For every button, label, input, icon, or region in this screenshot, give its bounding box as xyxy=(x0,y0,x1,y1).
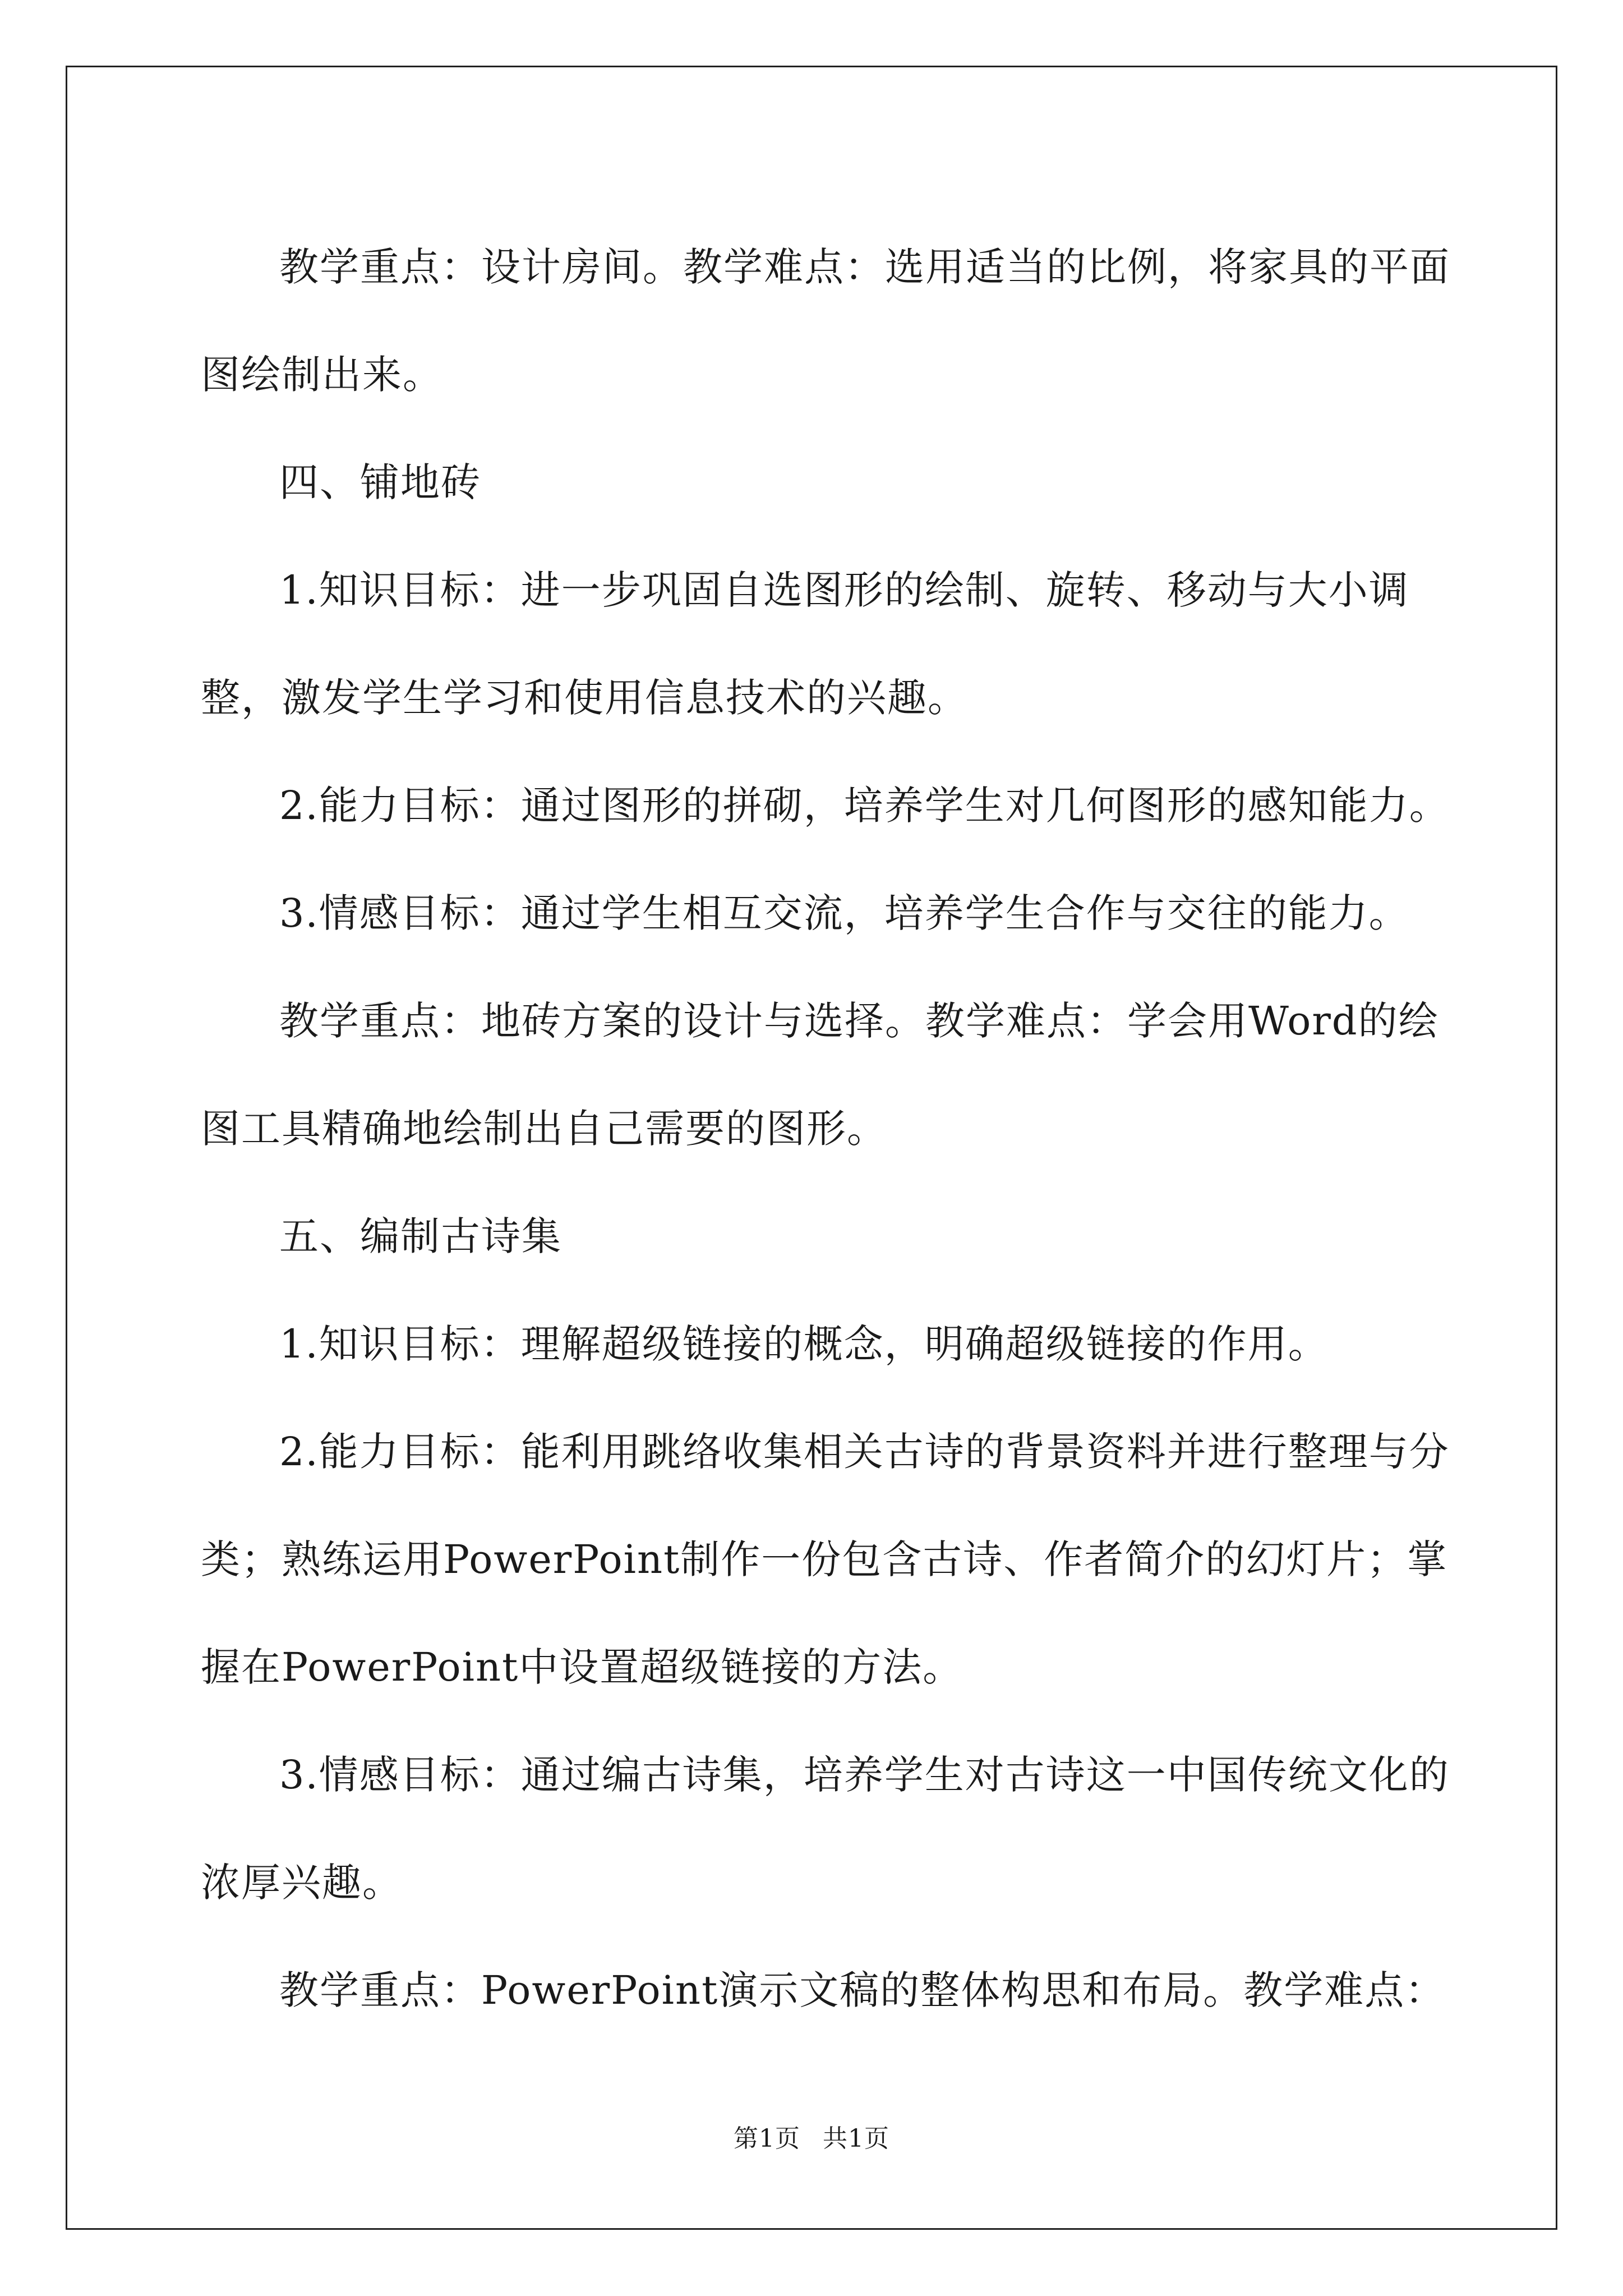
document-body xyxy=(201,213,1457,2044)
paragraph-knowledge-goal-1: 1.知识目标：进一步巩固自选图形的绘制、旋转、移动与大小调整，激发学生学习和使用信息技术的兴趣。 xyxy=(201,567,1409,721)
paragraph-ability-goal-1: 2.能力目标：通过图形的拼砌，培养学生对几何图形的感知能力。 xyxy=(279,783,1450,829)
paragraph-teaching-focus-tiles: 教学重点：地砖方案的设计与选择。教学难点：学会用Word的绘图工具精确地绘制出自己需要的图形。 xyxy=(201,998,1439,1152)
paragraph-ability-goal-2: 2.能力目标：能利用跳络收集相关古诗的背景资料并进行整理与分类；熟练运用PowerPoint制作一份包含古诗、作者简介的幻灯片；掌握在PowerPoint中设置超级链接的方法。 xyxy=(201,1429,1450,1690)
section-heading-floor-tiles: 四、铺地砖 xyxy=(279,459,481,505)
section-heading-poetry-collection: 五、编制古诗集 xyxy=(279,1213,562,1259)
page-footer xyxy=(0,2118,1623,2154)
paragraph-teaching-focus-room: 教学重点：设计房间。教学难点：选用适当的比例，将家具的平面图绘制出来。 xyxy=(201,244,1450,398)
paragraph-emotion-goal-2: 3.情感目标：通过编古诗集，培养学生对古诗这一中国传统文化的浓厚兴趣。 xyxy=(201,1752,1450,1906)
page-number-total: 共1页 xyxy=(823,2124,889,2153)
paragraph-knowledge-goal-2: 1.知识目标：理解超级链接的概念，明确超级链接的作用。 xyxy=(279,1321,1329,1367)
page-number-current: 第1页 xyxy=(734,2124,800,2153)
paragraph-teaching-focus-powerpoint: 教学重点：PowerPoint演示文稿的整体构思和布局。教学难点： xyxy=(279,1967,1446,2013)
paragraph-emotion-goal-1: 3.情感目标：通过学生相互交流，培养学生合作与交往的能力。 xyxy=(279,890,1409,936)
